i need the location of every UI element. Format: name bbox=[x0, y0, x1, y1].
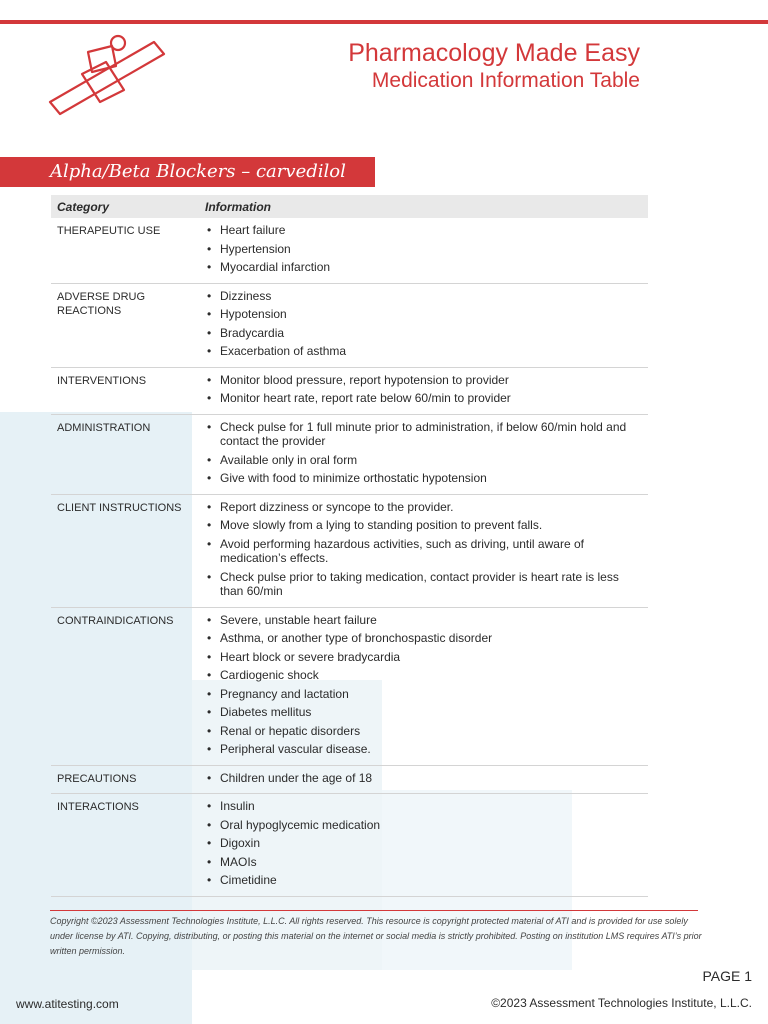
list-item: • Monitor blood pressure, report hypotension to provider bbox=[205, 373, 642, 388]
row-category: ADVERSE DRUG REACTIONS bbox=[51, 283, 199, 367]
row-information bbox=[199, 367, 648, 414]
row-information bbox=[199, 218, 648, 283]
list-item: • Check pulse for 1 full minute prior to administration, if below 60/min hold and contact the provider bbox=[205, 420, 642, 449]
list-item: • Move slowly from a lying to standing position to prevent falls. bbox=[205, 518, 642, 533]
ati-logo-icon bbox=[46, 32, 174, 124]
info-list bbox=[205, 420, 642, 486]
row-information bbox=[199, 494, 648, 607]
document-title: Pharmacology Made Easy bbox=[348, 39, 640, 67]
row-category: INTERVENTIONS bbox=[51, 367, 199, 414]
table-row bbox=[51, 607, 648, 765]
company-copyright: ©2023 Assessment Technologies Institute, L.L.C. bbox=[491, 996, 752, 1010]
list-item: • Digoxin bbox=[205, 836, 642, 851]
info-list bbox=[205, 771, 642, 786]
list-item: • Avoid performing hazardous activities, such as driving, until aware of medication’s effects. bbox=[205, 537, 642, 566]
list-item: • Heart failure bbox=[205, 223, 642, 238]
row-category: PRECAUTIONS bbox=[51, 765, 199, 794]
list-item: • Monitor heart rate, report rate below 60/min to provider bbox=[205, 391, 642, 406]
drug-class-banner: Alpha/Beta Blockers – carvedilol bbox=[0, 157, 375, 187]
list-item: • Give with food to minimize orthostatic hypotension bbox=[205, 471, 642, 486]
info-list bbox=[205, 289, 642, 359]
list-item: • Check pulse prior to taking medication, contact provider is heart rate is less than 60/min bbox=[205, 570, 642, 599]
table-row bbox=[51, 283, 648, 367]
list-item: • Myocardial infarction bbox=[205, 260, 642, 275]
row-category: ADMINISTRATION bbox=[51, 414, 199, 494]
table-row bbox=[51, 414, 648, 494]
list-item: • Cardiogenic shock bbox=[205, 668, 642, 683]
column-header-category: Category bbox=[51, 195, 199, 218]
list-item: • Exacerbation of asthma bbox=[205, 344, 642, 359]
list-item: • Peripheral vascular disease. bbox=[205, 742, 642, 757]
table-row bbox=[51, 367, 648, 414]
info-list bbox=[205, 223, 642, 275]
list-item: • Children under the age of 18 bbox=[205, 771, 642, 786]
list-item: • Cimetidine bbox=[205, 873, 642, 888]
list-item: • Dizziness bbox=[205, 289, 642, 304]
row-category: INTERACTIONS bbox=[51, 794, 199, 897]
info-list bbox=[205, 373, 642, 406]
row-information bbox=[199, 283, 648, 367]
list-item: • Insulin bbox=[205, 799, 642, 814]
list-item: • MAOIs bbox=[205, 855, 642, 870]
top-accent-rule bbox=[0, 20, 768, 24]
info-list bbox=[205, 613, 642, 757]
row-category: CLIENT INSTRUCTIONS bbox=[51, 494, 199, 607]
list-item: • Heart block or severe bradycardia bbox=[205, 650, 642, 665]
list-item: • Hypotension bbox=[205, 307, 642, 322]
list-item: • Hypertension bbox=[205, 242, 642, 257]
copyright-notice: Copyright ©2023 Assessment Technologies Institute, L.L.C. All rights reserved. This resource is copyright protected material of ATI and is provided for use solely under license by ATI. Copying, distributing, or posting this material on the internet or social media is strictly prohibited. Posting on institution LMS requires ATI’s prior written permission. bbox=[50, 916, 702, 956]
info-list bbox=[205, 500, 642, 599]
table-body bbox=[51, 218, 648, 896]
list-item: • Severe, unstable heart failure bbox=[205, 613, 642, 628]
row-category: CONTRAINDICATIONS bbox=[51, 607, 199, 765]
table-row bbox=[51, 494, 648, 607]
table-row bbox=[51, 794, 648, 897]
list-item: • Available only in oral form bbox=[205, 453, 642, 468]
table-row bbox=[51, 765, 648, 794]
list-item: • Report dizziness or syncope to the provider. bbox=[205, 500, 642, 515]
document-subtitle: Medication Information Table bbox=[371, 69, 640, 92]
list-item: • Oral hypoglycemic medication bbox=[205, 818, 642, 833]
list-item: • Renal or hepatic disorders bbox=[205, 724, 642, 739]
list-item: • Diabetes mellitus bbox=[205, 705, 642, 720]
row-information bbox=[199, 414, 648, 494]
row-category: THERAPEUTIC USE bbox=[51, 218, 199, 283]
column-header-information: Information bbox=[199, 195, 648, 218]
medication-info-table bbox=[51, 195, 648, 897]
list-item: • Pregnancy and lactation bbox=[205, 687, 642, 702]
website-link[interactable]: www.atitesting.com bbox=[16, 997, 119, 1011]
list-item: • Bradycardia bbox=[205, 326, 642, 341]
page-number: PAGE 1 bbox=[702, 968, 752, 984]
list-item: • Asthma, or another type of bronchospastic disorder bbox=[205, 631, 642, 646]
info-list bbox=[205, 799, 642, 888]
document-header bbox=[348, 38, 640, 94]
row-information bbox=[199, 765, 648, 794]
table-header-row bbox=[51, 195, 648, 218]
footer-rule bbox=[50, 910, 698, 911]
row-information bbox=[199, 794, 648, 897]
row-information bbox=[199, 607, 648, 765]
table-row bbox=[51, 218, 648, 283]
